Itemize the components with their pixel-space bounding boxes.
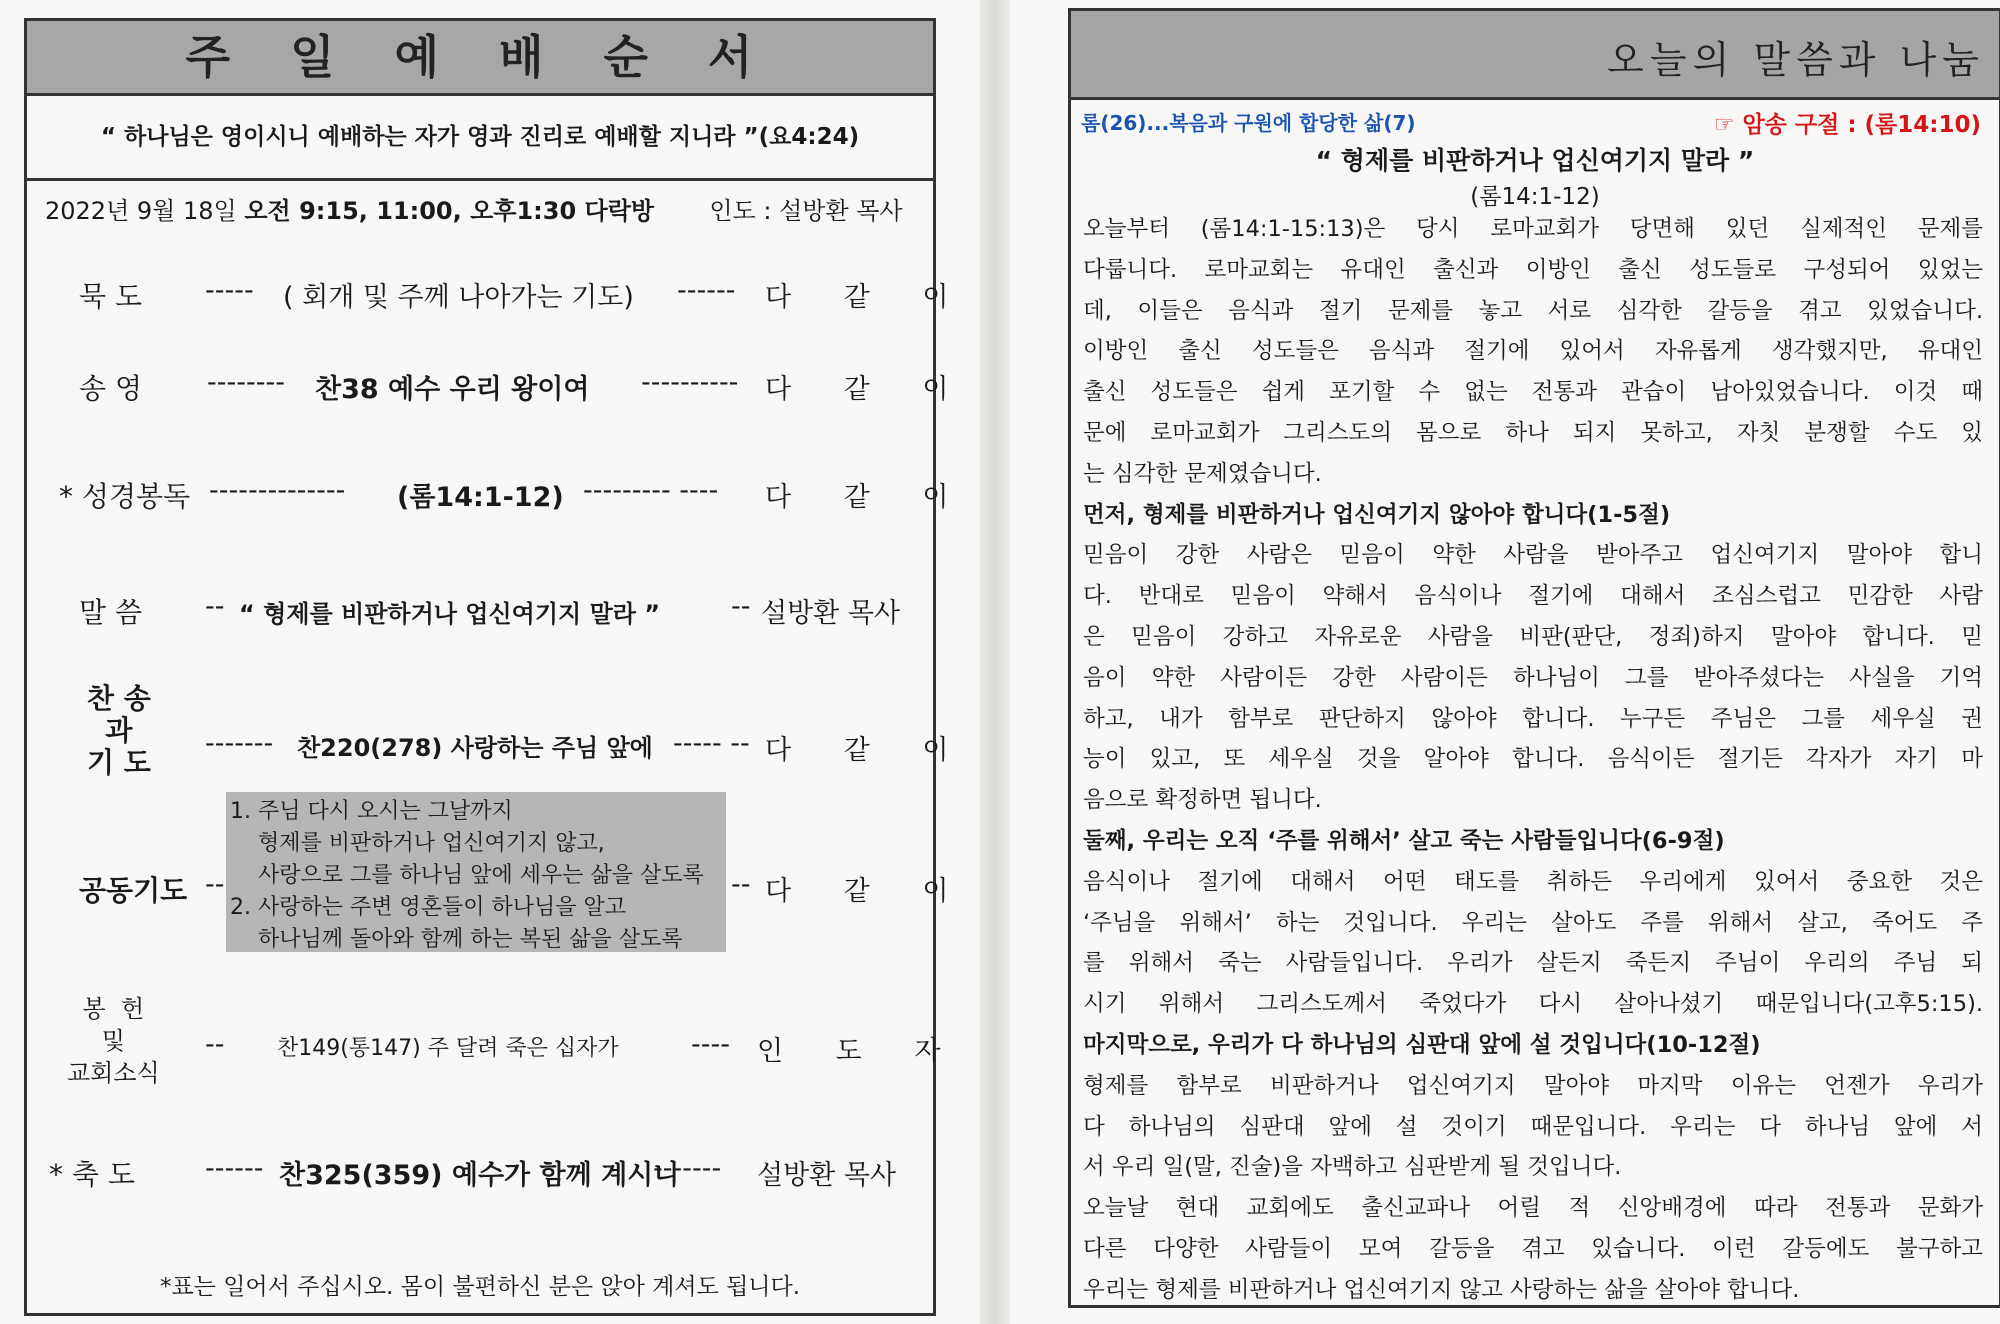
prayer-line: 사랑으로 그를 하나님 앞에 세우는 삶을 살도록 (230, 863, 704, 888)
item-dashes: -- (205, 591, 225, 622)
item-dashes: ------ (677, 275, 736, 306)
sermon-line: 오늘날 현대 교회에도 출신교파나 어릴 적 신앙배경에 따라 전통과 문화가 (1083, 1195, 1983, 1222)
item-content: “ 형제를 비판하거나 업신여기지 말라 ” (239, 600, 661, 628)
sermon-line: 오늘부터 (롬14:1-15:13)은 당시 로마교회가 당면해 있던 실제적인 문제를 (1083, 216, 1983, 242)
item-content: 찬220(278) 사랑하는 주님 앞에 (297, 734, 653, 762)
sermon-line: 이방인 출신 성도들은 음식과 절기에 있어서 자유롭게 생각했지만, 유대인 (1083, 338, 1983, 365)
sermon-notes-header (1071, 11, 1999, 100)
sermon-line: 문에 로마교회가 그리스도의 몸으로 하나 되지 못하고, 자칫 분쟁할 수도 있 (1083, 419, 1983, 446)
item-dashes: --------- ---- (583, 475, 719, 506)
item-dashes: ---------- (641, 367, 739, 398)
item-content: 찬325(359) 예수가 함께 계시니 (279, 1160, 680, 1191)
item-dashes: ------ (205, 1153, 264, 1184)
item-dashes: -------- (207, 367, 285, 398)
item-label: 봉 헌 및 교회소식 (67, 995, 160, 1087)
item-label: 송 영 (79, 372, 142, 405)
item-content: 찬38 예수 우리 왕이여 (315, 374, 590, 405)
sermon-line: 음식이나 절기에 대해서 어떤 태도를 취하든 우리에게 있어서 중요한 것은 (1083, 868, 1983, 895)
sermon-line: 서 우리 일(말, 진술)을 자백하고 심판받게 될 것입니다. (1083, 1154, 1622, 1181)
worship-footnote: *표는 일어서 주십시오. 몸이 불편하신 분은 앉아 계셔도 됩니다. (159, 1274, 801, 1300)
item-by: 다 같 이 (765, 735, 971, 766)
item-by: 다 같 이 (765, 876, 971, 907)
sermon-line: 시기 위해서 그리스도께서 죽었다가 다시 살아나셨기 때문입니다(고후5:15). (1083, 991, 1983, 1018)
sermon-line: 다룹니다. 로마교회는 유대인 출신과 이방인 출신 성도들로 구성되어 있었는 (1083, 256, 1983, 283)
item-dashes: ------- (653, 1153, 722, 1184)
item-dashes: ----- -- (673, 728, 750, 759)
sermon-title: “ 형제를 비판하거나 업신여기지 말라 ” (1315, 146, 1755, 175)
sermon-line: ‘주님을 위해서’ 하는 것입니다. 우리는 살아도 주를 위해서 살고, 죽어도 주 (1083, 909, 1983, 936)
item-label: 공동기도 (79, 874, 188, 907)
service-date: 2022년 9월 18일 (45, 197, 237, 225)
item-dashes: -- (205, 1029, 225, 1060)
item-content: ( 회개 및 주께 나아가는 기도) (283, 282, 634, 313)
sermon-line: 를 위해서 죽는 사람들입니다. 우리가 살든지 죽든지 주님이 우리의 주님 되 (1083, 950, 1983, 977)
item-dashes: -- (731, 869, 751, 900)
sermon-line: 다. 반대로 믿음이 약해서 음식이나 절기에 대해서 조심스럽고 민감한 사람 (1083, 583, 1983, 610)
sermon-line: 출신 성도들은 쉽게 포기할 수 없는 전통과 관습이 남아있었습니다. 이것 때 (1083, 379, 1983, 406)
sermon-line: 다른 다양한 사람들이 모여 갈등을 겪고 있습니다. 이런 갈등에도 불구하고 (1083, 1235, 1983, 1262)
sermon-line: 하고, 내가 함부로 판단하지 않아야 합니다. 누구든 주님은 그를 세우실 권 (1083, 705, 1983, 732)
service-times: 오전 9:15, 11:00, 오후1:30 다락방 (244, 197, 655, 225)
prayer-line: 하나님께 돌아와 함께 하는 복된 삶을 살도록 (230, 927, 683, 952)
item-dashes: ------- (205, 728, 274, 759)
item-by: 다 같 이 (765, 282, 971, 313)
prayer-line: 2. 사랑하는 주변 영혼들이 하나님을 알고 (230, 895, 626, 920)
worship-verse: “ 하나님은 영이시니 예배하는 자가 영과 진리로 예배할 지니라 ”(요4:24) (27, 96, 933, 181)
sermon-line: 음이 약한 사람이든 강한 사람이든 하나님이 그를 받아주셨다는 사실을 기억 (1083, 664, 1983, 691)
sermon-line: 데, 이들은 음식과 절기 문제를 놓고 서로 심각한 갈등을 겪고 있었습니다. (1083, 297, 1983, 324)
sermon-scripture: (롬14:1-12) (1470, 184, 1600, 210)
item-content: (롬14:1-12) (397, 482, 564, 513)
item-content: 찬149(통147) 주 달려 죽은 십자가 (277, 1036, 619, 1061)
item-dashes: -- (731, 591, 751, 622)
item-label: 말 씀 (79, 596, 142, 629)
item-by: 다 같 이 (765, 482, 971, 513)
worship-frame (24, 18, 971, 1316)
sermon-frame (1068, 8, 2000, 1308)
sermon-line: 우리는 형제를 비판하거나 업신여기지 않고 사랑하는 삶을 살아야 합니다. (1083, 1276, 1800, 1303)
item-by: 설방환 목사 (757, 1160, 896, 1191)
item-dashes: -------------- (209, 475, 346, 506)
sermon-notes-title: 오늘의 말씀과 나눔 (1607, 38, 1985, 82)
item-dashes: ---- (691, 1029, 730, 1060)
sermon-line: 음으로 확정하면 됩니다. (1083, 787, 1322, 814)
prayer-line: 1. 주님 다시 오시는 그날까지 (230, 799, 513, 824)
page-gutter (980, 0, 1010, 1324)
order-of-worship-page (0, 0, 980, 1324)
sermon-line: 능이 있고, 또 세우실 것을 알아야 합니다. 음식이든 절기든 각자가 자기 마 (1083, 746, 1983, 773)
sermon-line: 믿음이 강한 사람은 믿음이 약한 사람을 받아주고 업신여기지 말아야 합니 (1083, 542, 1983, 569)
sermon-series: 롬(26)...복음과 구원에 합당한 삶(7) (1081, 111, 1416, 135)
item-label: * 축 도 (49, 1158, 135, 1191)
sermon-heading: 마지막으로, 우리가 다 하나님의 심판대 앞에 설 것입니다(10-12절) (1083, 1031, 1761, 1058)
sermon-line: 는 심각한 문제였습니다. (1083, 460, 1322, 487)
item-by: 설방환 목사 (761, 598, 900, 629)
sermon-heading: 먼저, 형제를 비판하거나 업신여기지 않아야 합니다(1-5절) (1083, 501, 1671, 528)
item-dashes: -- (205, 869, 225, 900)
service-info (45, 191, 903, 226)
sermon-heading: 둘째, 우리는 오직 ‘주를 위해서’ 살고 죽는 사람들입니다(6-9절) (1083, 827, 1725, 854)
sermon-line: 다 하나님의 심판대 앞에 설 것이기 때문입니다. 우리는 다 하나님 앞에 서 (1083, 1113, 1983, 1140)
memory-verse: ☞ 암송 구절 : (롬14:10) (1713, 112, 1981, 138)
joint-prayer-box (226, 792, 726, 952)
item-by: 인 도 자 (757, 1036, 963, 1067)
item-label: * 성경봉독 (59, 480, 191, 513)
item-label: 찬 송 과 기 도 (87, 682, 151, 779)
item-dashes: ----- (205, 275, 254, 306)
sermon-line: 은 믿음이 강하고 자유로운 사람을 비판(판단, 정죄)하지 말아야 합니다. 믿 (1083, 623, 1983, 650)
sermon-line: 형제를 함부로 비판하거나 업신여기지 말아야 마지막 이유는 언젠가 우리가 (1083, 1072, 1983, 1099)
worship-title: 주 일 예 배 순 서 (27, 21, 933, 96)
prayer-line: 형제를 비판하거나 업신여기지 않고, (230, 831, 605, 856)
sermon-body (1083, 209, 1983, 1311)
item-label: 묵 도 (79, 280, 142, 313)
service-leader: 인도 : 설방환 목사 (709, 197, 903, 225)
item-by: 다 같 이 (765, 374, 971, 405)
